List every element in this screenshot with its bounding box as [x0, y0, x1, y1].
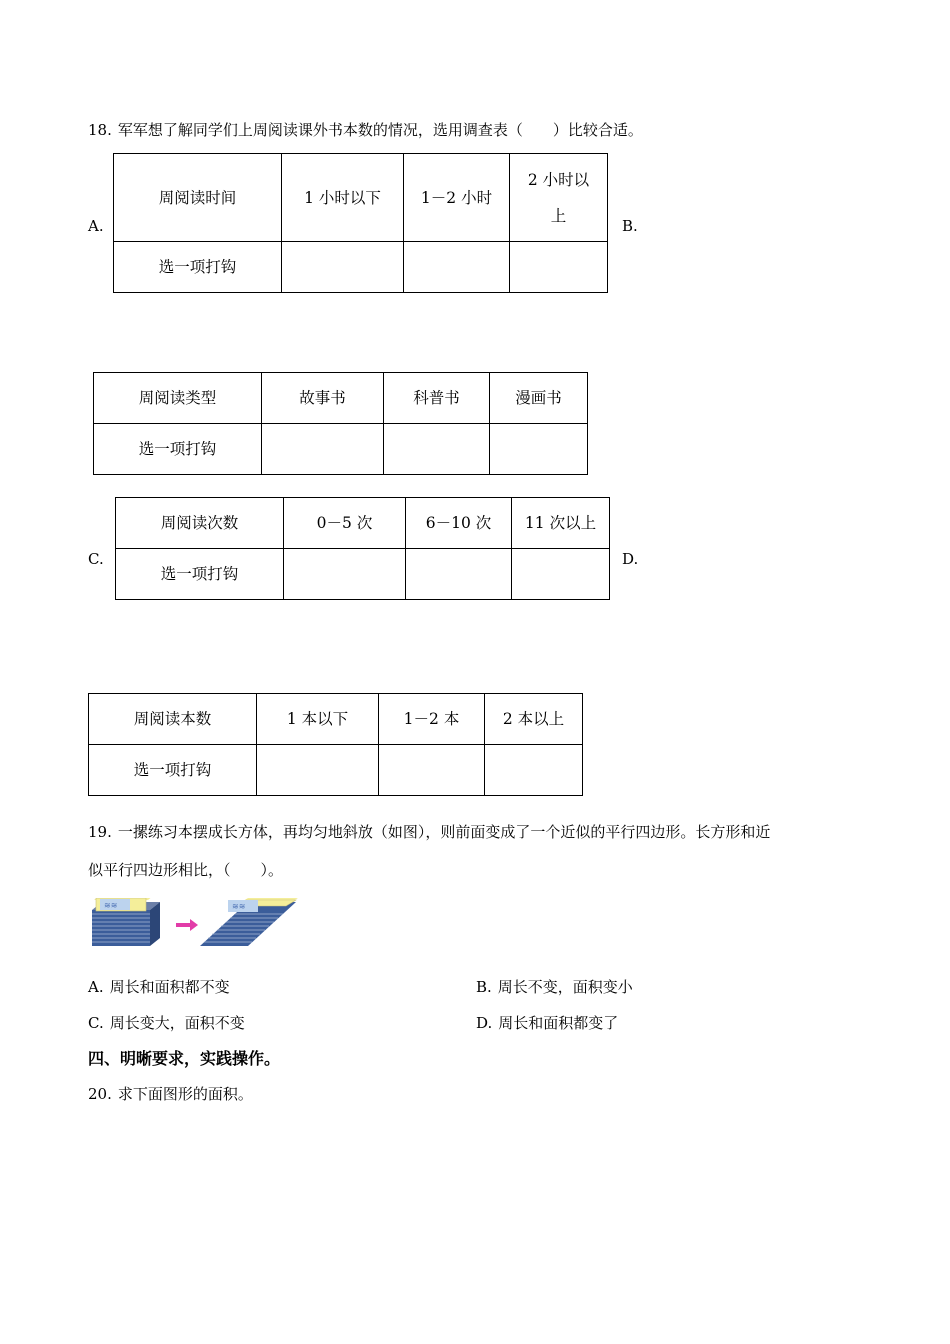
table-cell: 选一项打钩 [116, 549, 284, 600]
table-cell: 1 本以下 [257, 694, 379, 745]
book-stack-upright [92, 898, 160, 946]
table-cell: 0－5 次 [284, 498, 406, 549]
checkbox-cell [384, 424, 490, 475]
question-number: 20. [88, 1085, 112, 1103]
checkbox-cell [282, 242, 404, 293]
option-d-table [88, 693, 583, 796]
section-heading: 四、明晰要求，实践操作。 [88, 1049, 281, 1068]
table-cell: 周阅读时间 [114, 154, 282, 242]
table-cell: 周阅读本数 [89, 694, 257, 745]
choice-label: B. [476, 978, 492, 996]
question-text-line2: 似平行四边形相比，（ ）。 [88, 861, 284, 879]
option-c-table [115, 497, 610, 600]
checkbox-cell [262, 424, 384, 475]
question-18 [88, 119, 643, 140]
choice-label: D. [476, 1014, 493, 1032]
table-header-row [116, 498, 610, 549]
option-a-table [113, 153, 608, 293]
checkbox-cell [379, 745, 485, 796]
question-19 [88, 821, 770, 842]
checkbox-cell [284, 549, 406, 600]
choice-label: A. [88, 978, 104, 996]
table-cell: 选一项打钩 [94, 424, 262, 475]
table-row [114, 242, 608, 293]
checkbox-cell [404, 242, 510, 293]
table-cell: 选一项打钩 [89, 745, 257, 796]
choice-a[interactable] [88, 976, 230, 997]
checkbox-cell [257, 745, 379, 796]
choice-text: 周长变大，面积不变 [109, 1014, 245, 1032]
checkbox-cell [485, 745, 583, 796]
table-cell: 1－2 本 [379, 694, 485, 745]
choice-text: 周长和面积都变了 [498, 1014, 619, 1032]
question-text: 军军想了解同学们上周阅读课外书本数的情况，选用调查表（ ）比较合适。 [117, 121, 643, 139]
table-header-row [89, 694, 583, 745]
choice-text: 周长和面积都不变 [109, 978, 230, 996]
option-c-label: C. [88, 550, 104, 568]
table-row [89, 745, 583, 796]
checkbox-cell [512, 549, 610, 600]
arrow-icon [176, 919, 198, 931]
book-cover-text: ≋≋ [232, 902, 246, 911]
question-text-line1: 一摞练习本摆成长方体，再均匀地斜放（如图），则前面变成了一个近似的平行四边形。长方形和近 [117, 823, 771, 841]
table-cell: 1 小时以下 [282, 154, 404, 242]
option-b-table [93, 372, 588, 475]
question-number: 18. [88, 121, 112, 139]
table-cell: 2 小时以上 [510, 154, 608, 242]
choice-label: C. [88, 1014, 104, 1032]
table-cell: 1－2 小时 [404, 154, 510, 242]
option-a-label: A. [88, 217, 104, 235]
table-cell: 11 次以上 [512, 498, 610, 549]
choice-d[interactable] [476, 1012, 618, 1033]
table-cell: 漫画书 [490, 373, 588, 424]
question-text: 求下面图形的面积。 [117, 1085, 253, 1103]
question-number: 19. [88, 823, 112, 841]
stacked-books-illustration [88, 898, 300, 950]
table-cell: 周阅读类型 [94, 373, 262, 424]
checkbox-cell [490, 424, 588, 475]
table-cell: 周阅读次数 [116, 498, 284, 549]
checkbox-cell [510, 242, 608, 293]
table-cell: 2 本以上 [485, 694, 583, 745]
table-row [94, 424, 588, 475]
table-cell: 选一项打钩 [114, 242, 282, 293]
choice-c[interactable] [88, 1012, 245, 1033]
table-cell: 科普书 [384, 373, 490, 424]
table-header-row [94, 373, 588, 424]
table-row [116, 549, 610, 600]
option-b-label: B. [622, 217, 638, 235]
book-stack-slanted [200, 898, 298, 946]
table-header-row [114, 154, 608, 242]
choice-b[interactable] [476, 976, 633, 997]
book-cover-text: ≋≋ [104, 901, 118, 910]
checkbox-cell [406, 549, 512, 600]
option-d-label: D. [622, 550, 639, 568]
choice-text: 周长不变，面积变小 [497, 978, 633, 996]
table-cell: 故事书 [262, 373, 384, 424]
question-20 [88, 1083, 253, 1104]
table-cell: 6－10 次 [406, 498, 512, 549]
